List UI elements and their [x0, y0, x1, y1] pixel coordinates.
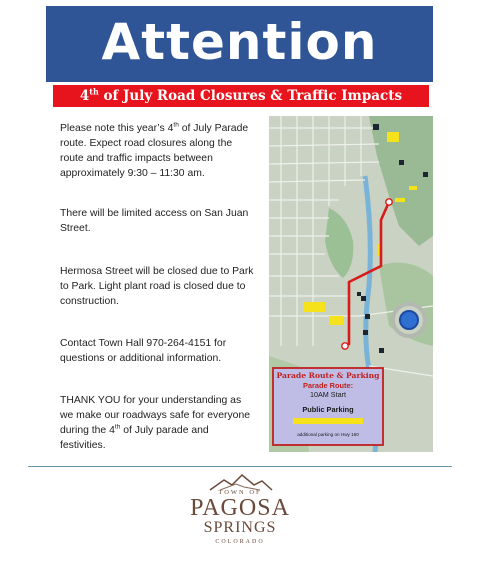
legend-additional-note: additional parking on Hwy 160	[297, 432, 359, 437]
footer-divider	[28, 466, 452, 467]
subheading-text	[53, 87, 429, 105]
subheading-post: of July Road Closures & Traffic Impacts	[98, 88, 403, 104]
logo-town-of: TOWN OF	[218, 489, 262, 496]
paragraph-hermosa: Hermosa Street will be closed due to Park to Park. Light plant road is closed due to construction.	[60, 266, 254, 307]
legend-route-time: 10AM Start	[310, 390, 346, 399]
town-logo	[180, 472, 300, 552]
map-legend	[273, 368, 383, 445]
banner-title: Attention	[101, 13, 378, 71]
p5-pre: THANK YOU for your understanding as we make our roadways safe for everyone during the 4	[60, 395, 251, 436]
legend-route-label: Parade Route:	[302, 381, 354, 390]
paragraph-parade-route	[60, 121, 255, 181]
paragraph-thank-you	[60, 393, 255, 453]
logo-name1: PAGOSA	[190, 495, 290, 521]
logo-name2: SPRINGS	[203, 519, 277, 536]
legend-parking-swatch	[293, 418, 363, 424]
p5-sup: th	[114, 423, 121, 431]
p1-post: of July Parade route. Expect road closures along the route and traffic impacts between approximately 9:30 – 11:30 am.	[60, 123, 249, 179]
subheading-bar	[53, 85, 429, 107]
subheading-sup: th	[89, 86, 99, 97]
attention-banner	[46, 6, 433, 82]
paragraph-contact: Contact Town Hall 970-264-4151 for questions or additional information.	[60, 338, 227, 364]
p5-post: of July parade and festivities.	[60, 425, 209, 451]
p1-pre: Please note this year’s 4	[60, 123, 174, 134]
paragraph-san-juan: There will be limited access on San Juan Street.	[60, 208, 249, 234]
legend-parking-label: Public Parking	[302, 405, 354, 414]
logo-state: COLORADO	[215, 539, 265, 545]
p1-sup: th	[173, 121, 179, 129]
legend-title: Parade Route & Parking	[276, 371, 380, 380]
subheading-pre: 4	[79, 88, 90, 104]
